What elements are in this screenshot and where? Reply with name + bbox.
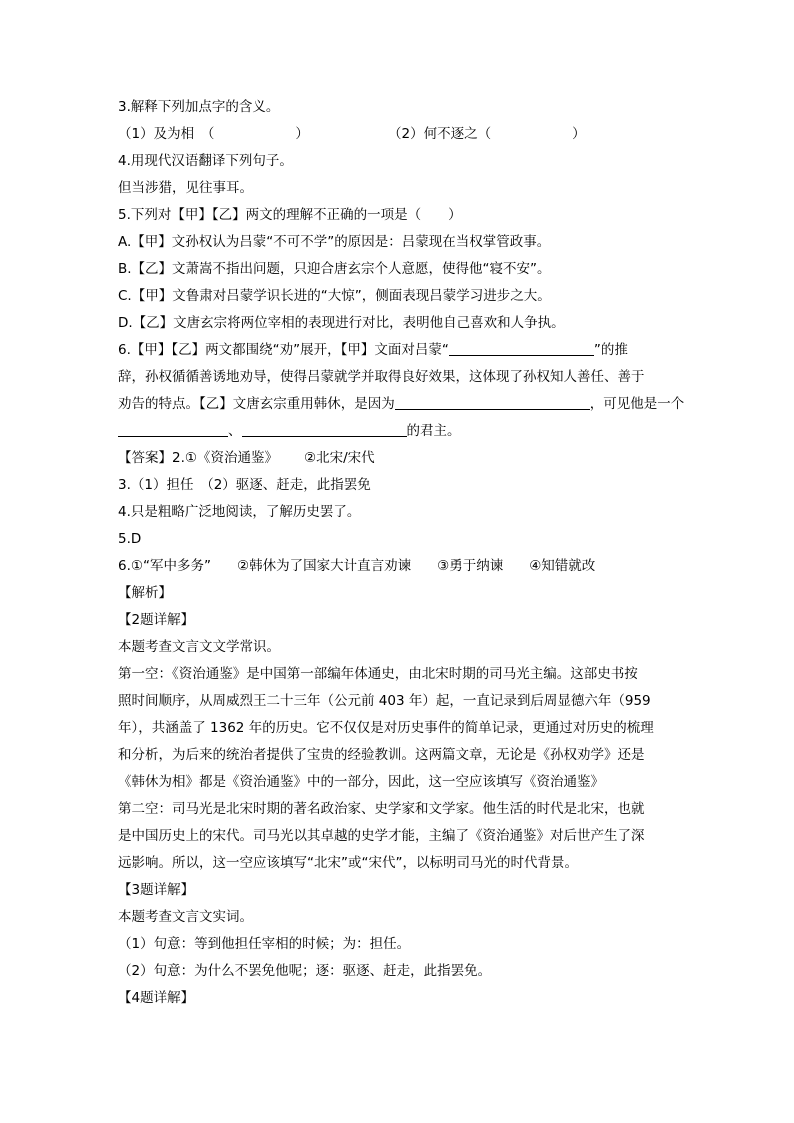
q6-blank-4 [242,421,407,437]
answer-6-part-2: ②韩休为了国家大计直言劝谏 [236,558,412,574]
answer-2-part-2: ②北宋/宋代 [303,450,375,466]
q6-text-4a: 、 [228,423,242,439]
answer-6 [118,553,678,580]
detail-2-line: 第二空：司马光是北宋时期的著名政治家、史学家和文学家。他生活的时代是北宋，也就 [118,801,645,817]
q6-text-1b: ”的推 [593,342,628,358]
q6-line-4 [118,418,678,445]
answer-2 [118,445,678,472]
q6-text-1a: 6.【甲】【乙】两文都围绕“劝”展开，【甲】文面对吕蒙“ [118,342,449,358]
q6-text-3b: ，可见他是一个 [589,396,685,412]
detail-2-line: 年），共涵盖了 1362 年的历史。它不仅仅是对历史事件的简单记录，更通过对历史的梳理 [118,720,654,736]
q4-title: 4.用现代汉语翻译下列句子。 [118,153,293,169]
q5-option-a: A.【甲】文孙权认为吕蒙“不可不学”的原因是：吕蒙现在当权掌管政事。 [118,234,551,250]
q6-line-1 [118,337,678,364]
detail-2-line: 是中国历史上的宋代。司马光以其卓越的史学才能，主编了《资治通鉴》对后世产生了深 [118,828,645,844]
detail-4-heading: 【4题详解】 [118,990,195,1006]
detail-2-line: 远影响。所以，这一空应该填写“北宋”或“宋代”，以标明司马光的时代背景。 [118,855,578,871]
q3-item-1: （1）及为相 （ ） [118,126,309,142]
answer-4: 4.只是粗略广泛地阅读，了解历史罢了。 [118,504,361,520]
q5-option-c: C.【甲】文鲁肃对吕蒙学识长进的“大惊”，侧面表现吕蒙学习进步之大。 [118,288,551,304]
document-page [118,94,685,1012]
detail-2-line: 第一空：《资治通鉴》是中国第一部编年体通史，由北宋时期的司马光主编。这部史书按 [118,666,638,682]
detail-3-line: （2）句意：为什么不罢免他呢；逐：驱逐、赶走，此指罢免。 [118,963,492,979]
q6-blank-3 [118,421,228,437]
detail-2-heading: 【2题详解】 [118,612,195,628]
q4-sentence: 但当涉猎，见往事耳。 [118,180,253,196]
detail-2-line: 《韩休为相》都是《资治通鉴》中的一部分，因此，这一空应该填写《资治通鉴》 [118,774,604,790]
q6-text-3a: 劝告的特点。【乙】文唐玄宗重用韩休，是因为 [118,396,395,412]
answer-6-part-3: ③勇于纳谏 [437,558,504,574]
detail-2-line: 和分析，为后来的统治者提供了宝贵的经验教训。这两篇文章，无论是《孙权劝学》还是 [118,747,645,763]
answer-2-part-1: 【答案】2.①《资治通鉴》 [118,450,278,466]
q5-option-d: D.【乙】文唐玄宗将两位宰相的表现进行对比，表明他自己喜欢和人争执。 [118,315,565,331]
answer-3: 3.（1）担任 （2）驱逐、赶走，此指罢免 [118,477,371,493]
detail-3-line: （1）句意：等到他担任宰相的时候；为：担任。 [118,936,411,952]
q3-items [118,121,678,148]
answer-5: 5.D [118,531,142,547]
q6-blank-2 [395,394,590,410]
answer-6-part-4: ④知错就改 [529,558,596,574]
q6-line-3 [118,391,685,418]
q6-blank-1 [449,340,594,356]
answer-6-part-1: 6.①“军中多务” [118,558,211,574]
q3-item-2: （2）何不逐之（ ） [388,126,586,142]
q6-line-2: 辞，孙权循循善诱地劝导，使得吕蒙就学并取得良好效果，这体现了孙权知人善任、善于 [118,369,645,385]
detail-3-heading: 【3题详解】 [118,882,195,898]
detail-2-line: 照时间顺序，从周威烈王二十三年（公元前 403 年）起，一直记录到后周显德六年（959 [118,693,651,709]
detail-3-intro: 本题考查文言文实词。 [118,909,253,925]
q3-title: 3.解释下列加点字的含义。 [118,99,280,115]
detail-2-intro: 本题考查文言文文学常识。 [118,639,280,655]
analysis-heading: 【解析】 [118,585,172,601]
q6-text-4b: 的君主。 [406,423,461,439]
q5-option-b: B.【乙】文萧嵩不指出问题，只迎合唐玄宗个人意愿，使得他“寝不安”。 [118,261,551,277]
q5-title: 5.下列对【甲】【乙】两文的理解不正确的一项是（ ） [118,207,462,223]
